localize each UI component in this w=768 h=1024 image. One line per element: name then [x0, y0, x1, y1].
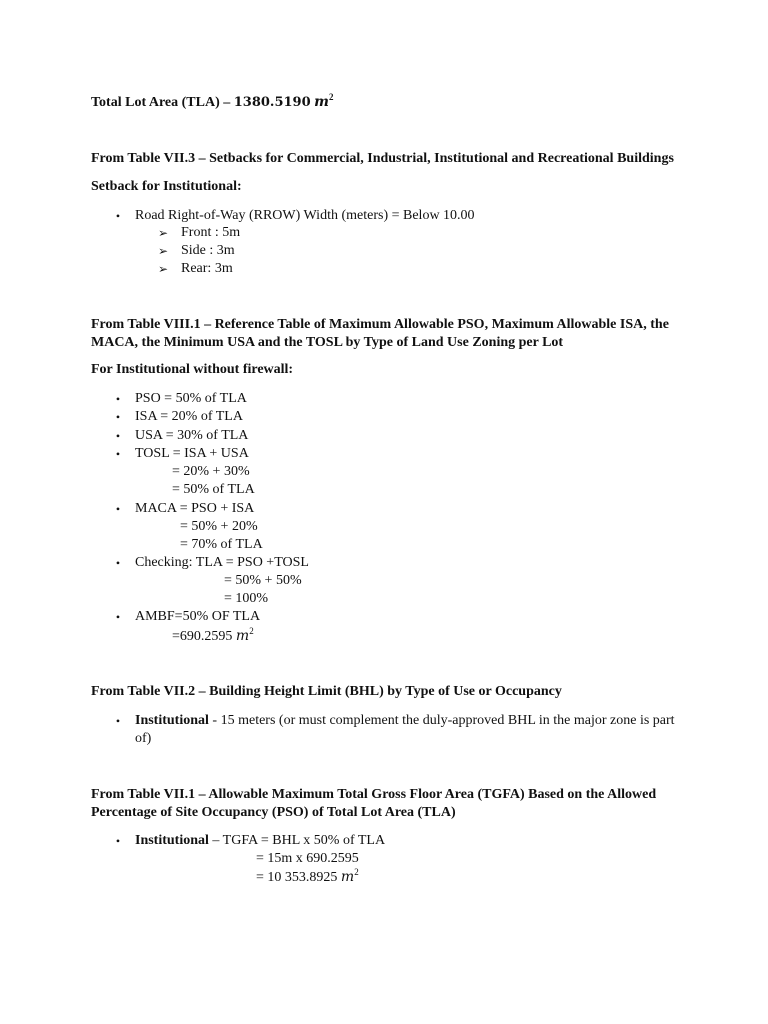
- checking-step-2: = 50% + 50%: [224, 573, 302, 588]
- tla-label: Total Lot Area (TLA) –: [91, 95, 234, 110]
- tla-value: 1380.5190: [233, 95, 311, 110]
- ambf-number: =690.2595: [172, 629, 236, 644]
- isa-item: ISA = 20% of TLA: [135, 409, 243, 424]
- bhl-institutional-item: [135, 712, 675, 730]
- tgfa-exponent: 2: [354, 867, 359, 877]
- tgfa-institutional-label: Institutional: [135, 833, 209, 848]
- tla-exponent: 2: [328, 92, 334, 102]
- total-lot-area-heading: [91, 93, 333, 112]
- setback-rear: Rear: 3m: [181, 261, 233, 276]
- tgfa-institutional-item: [135, 832, 385, 850]
- bhl-institutional-text: - 15 meters (or must complement the duly-approved BHL in the major zone is part: [208, 713, 675, 728]
- bullet-icon: •: [115, 714, 121, 728]
- ambf-unit: m: [235, 628, 250, 644]
- ambf-equation: AMBF=50% OF TLA: [135, 609, 261, 624]
- checking-step-3: = 100%: [224, 591, 269, 606]
- ambf-exponent: 2: [249, 626, 254, 636]
- tgfa-unit: m: [340, 869, 355, 885]
- usa-item: USA = 30% of TLA: [135, 428, 249, 443]
- bhl-institutional-text-cont: of): [135, 731, 152, 746]
- bhl-institutional-label: Institutional: [135, 713, 209, 728]
- tgfa-heading-line2: Percentage of Site Occupancy (PSO) of Total Lot Area (TLA): [91, 805, 456, 820]
- setback-institutional-subheading: Setback for Institutional:: [91, 179, 242, 194]
- bullet-icon: •: [115, 447, 121, 461]
- checking-equation: Checking: TLA = PSO +TOSL: [135, 555, 309, 570]
- setback-side: Side : 3m: [181, 243, 235, 258]
- maca-step-3: = 70% of TLA: [180, 537, 263, 552]
- tosl-step-2: = 20% + 30%: [172, 464, 250, 479]
- tosl-step-3: = 50% of TLA: [172, 482, 255, 497]
- arrow-bullet-icon: ➢: [158, 244, 169, 258]
- pso-table-heading-line1: From Table VIII.1 – Reference Table of Maximum Allowable PSO, Maximum Allowable ISA, the: [91, 317, 669, 332]
- maca-equation: MACA = PSO + ISA: [135, 501, 255, 516]
- bhl-heading: From Table VII.2 – Building Height Limit (BHL) by Type of Use or Occupancy: [91, 684, 562, 699]
- bullet-icon: •: [115, 556, 121, 570]
- tgfa-step-3: [256, 868, 359, 887]
- setbacks-heading: From Table VII.3 – Setbacks for Commercial, Industrial, Institutional and Recreational Buildings: [91, 151, 674, 166]
- bullet-icon: •: [115, 834, 121, 848]
- bullet-icon: •: [115, 392, 121, 406]
- bullet-icon: •: [115, 502, 121, 516]
- tgfa-result: = 10 353.8925: [256, 870, 341, 885]
- setback-front: Front : 5m: [181, 225, 241, 240]
- bullet-icon: •: [115, 429, 121, 443]
- tla-unit: m: [314, 94, 329, 110]
- bullet-icon: •: [115, 610, 121, 624]
- rrow-width-item: Road Right-of-Way (RROW) Width (meters) = Below 10.00: [135, 208, 475, 223]
- ambf-value: [172, 627, 254, 646]
- arrow-bullet-icon: ➢: [158, 226, 169, 240]
- pso-table-heading-line2: MACA, the Minimum USA and the TOSL by Type of Land Use Zoning per Lot: [91, 335, 564, 350]
- institutional-without-firewall-subheading: For Institutional without firewall:: [91, 362, 294, 377]
- arrow-bullet-icon: ➢: [158, 262, 169, 276]
- pso-item: PSO = 50% of TLA: [135, 391, 247, 406]
- bullet-icon: •: [115, 209, 121, 223]
- bullet-icon: •: [115, 410, 121, 424]
- tosl-equation: TOSL = ISA + USA: [135, 446, 249, 461]
- tgfa-equation: – TGFA = BHL x 50% of TLA: [208, 833, 386, 848]
- tgfa-step-2: = 15m x 690.2595: [256, 851, 359, 866]
- maca-step-2: = 50% + 20%: [180, 519, 258, 534]
- tgfa-heading-line1: From Table VII.1 – Allowable Maximum Total Gross Floor Area (TGFA) Based on the Allowed: [91, 787, 657, 802]
